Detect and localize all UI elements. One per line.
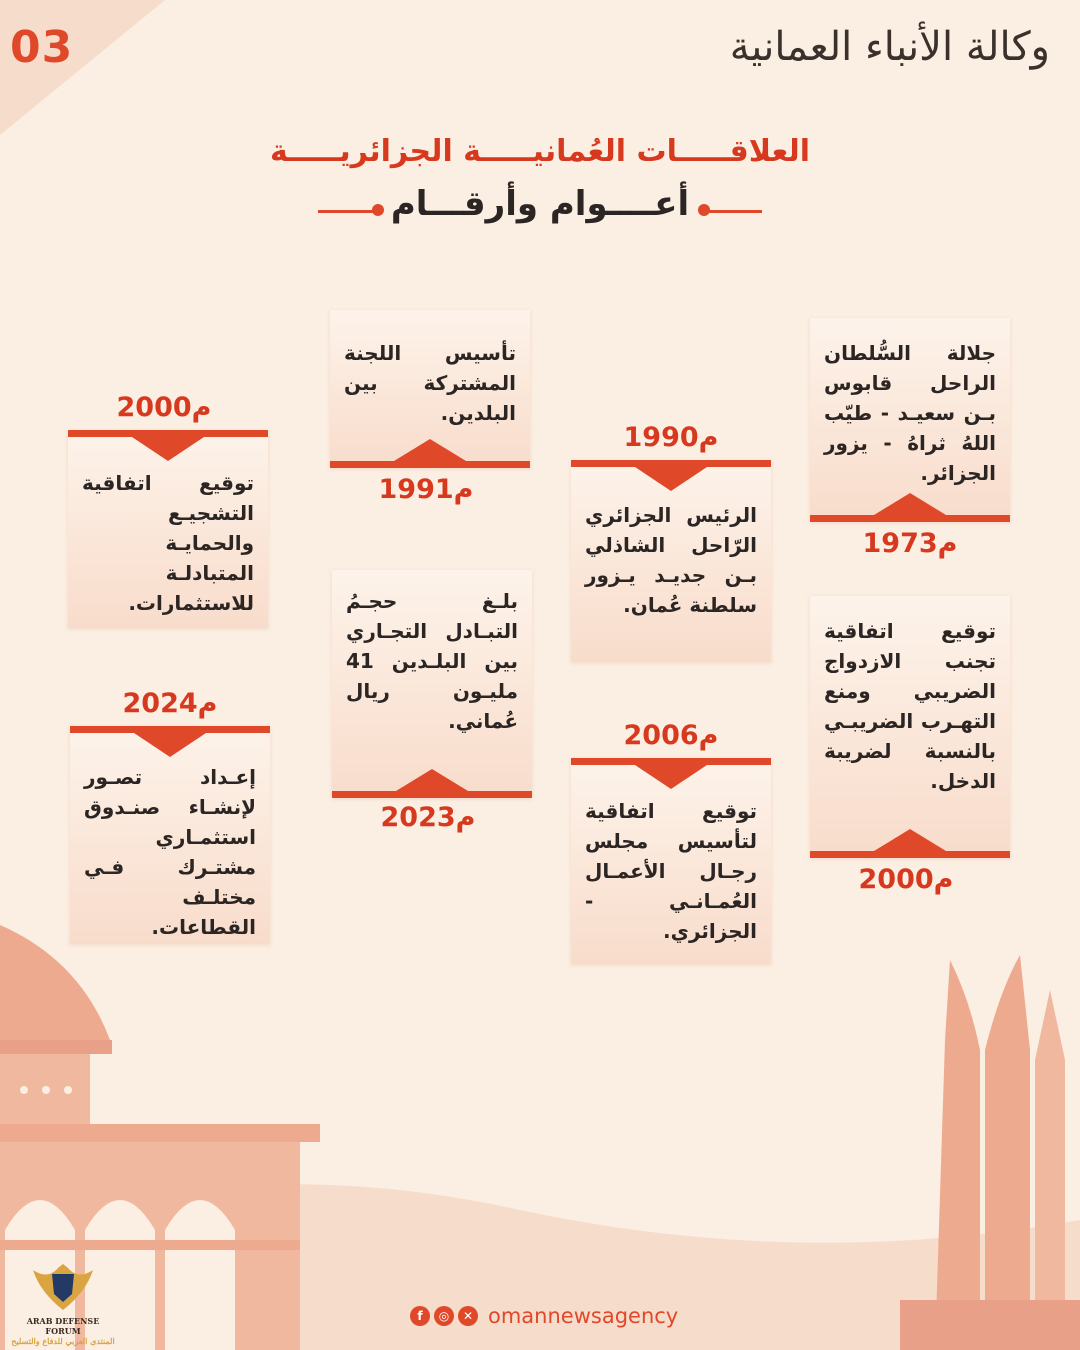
subtitle-line-left bbox=[318, 210, 376, 213]
social-footer bbox=[410, 1301, 678, 1331]
page-number: 03 bbox=[10, 22, 74, 73]
card-text-2006: توقيع اتفاقية لتأسيس مجلس رجـال الأعمـال العُمـانـي - الجزائري. bbox=[585, 799, 757, 943]
timeline-card-2006 bbox=[571, 758, 771, 964]
card-text-2024: إعـداد تصـور لإنشـاء صنـدوق استثمـاري مشتـرك فـي مختلـف القطاعات. bbox=[84, 765, 256, 939]
facebook-icon[interactable]: f bbox=[410, 1306, 430, 1326]
page-title: العلاقـــــات العُمانيـــــة الجزائريـــــة bbox=[269, 134, 811, 169]
agency-logo: وكالة الأنباء العمانية bbox=[729, 24, 1050, 70]
card-text-1990: الرئيس الجزائري الرّاحل الشاذلي بـن جديـد يـزور سلطنة عُمان. bbox=[585, 503, 757, 617]
page-subtitle: أعــــوام وأرقـــام bbox=[390, 184, 690, 224]
pointer-up-2023 bbox=[396, 769, 468, 791]
card-text-1973: جلالة السُّلطان الراحل قابوس بـن سعيـد - طيّب اللهُ ثراهُ - يزور الجزائر. bbox=[824, 341, 996, 485]
card-bar-2024 bbox=[70, 726, 270, 733]
year-1973: 1973م bbox=[862, 528, 958, 559]
card-bar-2006 bbox=[571, 758, 771, 765]
year-2000b: 2000م bbox=[858, 864, 954, 895]
pointer-up-1973 bbox=[874, 493, 946, 515]
card-text-2000a: توقيع اتفاقية التشجيـع والحمايـة المتبادلـة للاستثمارات. bbox=[82, 471, 254, 615]
shield-icon bbox=[28, 1262, 98, 1312]
year-2006: 2006م bbox=[623, 720, 719, 751]
forum-watermark bbox=[8, 1262, 118, 1346]
social-handle[interactable]: omannewsagency bbox=[488, 1304, 679, 1328]
card-bar-1990 bbox=[571, 460, 771, 467]
timeline-card-2000a bbox=[68, 430, 268, 628]
subtitle-dot-left bbox=[372, 204, 384, 216]
year-2024: 2024م bbox=[122, 688, 218, 719]
pointer-up-1991 bbox=[394, 439, 466, 461]
year-1991: 1991م bbox=[378, 474, 474, 505]
year-2023: 2023م bbox=[380, 802, 476, 833]
timeline-card-2023 bbox=[332, 570, 532, 798]
year-1990: 1990م bbox=[623, 422, 719, 453]
card-bar-1991 bbox=[330, 461, 530, 468]
card-bar-2023 bbox=[332, 791, 532, 798]
timeline-card-2024 bbox=[70, 726, 270, 944]
pointer-down-1990 bbox=[635, 467, 707, 491]
card-text-2023: بلـغ حجـمُ التبـادل التجـاري بين البلـدين 41 مليـون ريال عُماني. bbox=[346, 589, 518, 733]
instagram-icon[interactable]: ◎ bbox=[434, 1306, 454, 1326]
card-text-1991: تأسيس اللجنة المشتركة بين البلدين. bbox=[344, 341, 516, 425]
timeline-card-1990 bbox=[571, 460, 771, 662]
card-text-2000b: توقيع اتفاقية تجنب الازدواج الضريبي ومنع التهـرب الضريبـي بالنسبة لضريبة الدخل. bbox=[824, 619, 996, 793]
pointer-down-2024 bbox=[134, 733, 206, 757]
timeline-card-1973 bbox=[810, 318, 1010, 522]
x-icon[interactable]: ✕ bbox=[458, 1306, 478, 1326]
timeline-card-2000b bbox=[810, 596, 1010, 858]
year-2000a: 2000م bbox=[116, 392, 212, 423]
pointer-up-2000b bbox=[874, 829, 946, 851]
timeline-card-1991 bbox=[330, 310, 530, 468]
pointer-down-2000a bbox=[132, 437, 204, 461]
subtitle-line-right bbox=[704, 210, 762, 213]
card-bar-1973 bbox=[810, 515, 1010, 522]
pointer-down-2006 bbox=[635, 765, 707, 789]
card-bar-2000a bbox=[68, 430, 268, 437]
watermark-line1: ARAB DEFENSE FORUM bbox=[26, 1316, 100, 1336]
card-bar-2000b bbox=[810, 851, 1010, 858]
watermark-line2: المنتدى العربي للدفاع والتسليح bbox=[11, 1336, 115, 1346]
